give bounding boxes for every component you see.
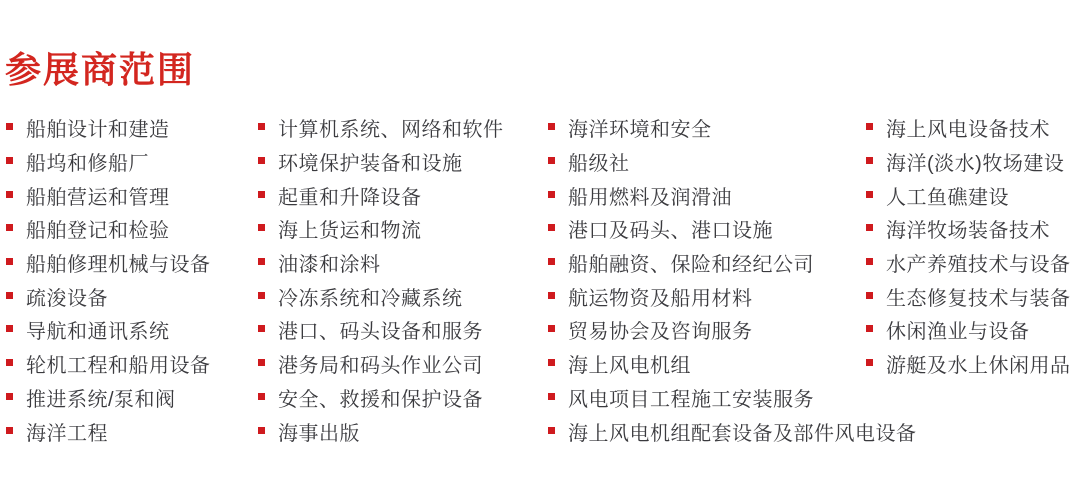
bullet-square-icon [866, 157, 873, 164]
bullet-square-icon [258, 258, 265, 265]
list-item [866, 279, 1080, 313]
bullet-square-icon [258, 224, 265, 231]
list-item-label: 海洋牧场装备技术 [886, 220, 1050, 243]
bullet-square-icon [6, 359, 13, 366]
list-item [866, 178, 1080, 212]
bullet-square-icon [548, 359, 555, 366]
bullet-square-icon [6, 224, 13, 231]
list-item-label: 海事出版 [278, 422, 360, 445]
bullet-square-icon [866, 191, 873, 198]
bullet-square-icon [548, 325, 555, 332]
list-item [866, 313, 1080, 347]
list-item-label: 贸易协会及咨询服务 [568, 321, 753, 344]
bullet-square-icon [258, 393, 265, 400]
list-item-label: 风电项目工程施工安装服务 [568, 388, 814, 411]
list-item-label: 海上风电机组配套设备及部件风电设备 [568, 422, 917, 445]
bullet-square-icon [258, 325, 265, 332]
bullet-square-icon [866, 123, 873, 130]
bullet-square-icon [548, 393, 555, 400]
bullet-square-icon [548, 427, 555, 434]
list-item-label: 船舶修理机械与设备 [26, 254, 211, 277]
list-item [6, 145, 256, 179]
bullet-square-icon [548, 157, 555, 164]
exhibitor-column-4 [866, 111, 1080, 381]
list-item-label: 导航和通讯系统 [26, 321, 170, 344]
list-item [258, 313, 546, 347]
list-item-label: 推进系统/泵和阀 [26, 388, 176, 411]
bullet-square-icon [6, 292, 13, 299]
list-item-label: 安全、救援和保护设备 [278, 388, 483, 411]
bullet-square-icon [258, 123, 265, 130]
list-item-label: 疏浚设备 [26, 287, 108, 310]
list-item [6, 111, 256, 145]
list-item-label: 船用燃料及润滑油 [568, 186, 732, 209]
bullet-square-icon [258, 292, 265, 299]
list-item-label: 海上货运和物流 [278, 220, 422, 243]
list-item [258, 381, 546, 415]
bullet-square-icon [6, 123, 13, 130]
list-item-label: 船舶设计和建造 [26, 119, 170, 142]
bullet-square-icon [866, 224, 873, 231]
list-item-label: 起重和升降设备 [278, 186, 422, 209]
list-item-label: 港务局和码头作业公司 [278, 355, 483, 378]
list-item-label: 计算机系统、网络和软件 [278, 119, 504, 142]
list-item [258, 145, 546, 179]
list-item-label: 航运物资及船用材料 [568, 287, 753, 310]
list-item [258, 111, 546, 145]
bullet-square-icon [6, 157, 13, 164]
list-item-label: 船舶登记和检验 [26, 220, 170, 243]
bullet-square-icon [6, 325, 13, 332]
bullet-square-icon [6, 191, 13, 198]
list-item-label: 水产养殖技术与设备 [886, 254, 1071, 277]
bullet-square-icon [548, 123, 555, 130]
list-item [258, 347, 546, 381]
list-item [6, 381, 256, 415]
list-item [866, 246, 1080, 280]
bullet-square-icon [866, 359, 873, 366]
list-item [866, 145, 1080, 179]
bullet-square-icon [6, 393, 13, 400]
list-item-label: 船舶营运和管理 [26, 186, 170, 209]
list-item-label: 油漆和涂料 [278, 254, 381, 277]
bullet-square-icon [258, 359, 265, 366]
list-item-label: 轮机工程和船用设备 [26, 355, 211, 378]
list-item-label: 生态修复技术与装备 [886, 287, 1071, 310]
list-item [6, 178, 256, 212]
list-item-label: 海洋(淡水)牧场建设 [886, 153, 1065, 176]
list-item [258, 279, 546, 313]
list-item [258, 246, 546, 280]
list-item-label: 环境保护装备和设施 [278, 153, 463, 176]
list-item [866, 111, 1080, 145]
list-item [258, 414, 546, 448]
bullet-square-icon [548, 258, 555, 265]
bullet-square-icon [258, 191, 265, 198]
bullet-square-icon [548, 224, 555, 231]
list-item-label: 船舶融资、保险和经纪公司 [568, 254, 814, 277]
list-item-label: 船级社 [568, 153, 630, 176]
list-item-label: 海洋工程 [26, 422, 108, 445]
list-item [866, 347, 1080, 381]
list-item [6, 414, 256, 448]
list-item-label: 海洋环境和安全 [568, 119, 712, 142]
bullet-square-icon [548, 191, 555, 198]
list-item-label: 船坞和修船厂 [26, 153, 149, 176]
list-item [6, 279, 256, 313]
bullet-square-icon [258, 157, 265, 164]
bullet-square-icon [258, 427, 265, 434]
list-item-label: 海上风电机组 [568, 355, 691, 378]
list-item-label: 人工鱼礁建设 [886, 186, 1009, 209]
page-title: 参展商范围 [5, 49, 196, 90]
list-item-label: 港口、码头设备和服务 [278, 321, 483, 344]
list-item [548, 414, 948, 448]
list-item-label: 休闲渔业与设备 [886, 321, 1030, 344]
exhibitor-column-2 [258, 111, 546, 448]
list-item-label: 冷冻系统和冷藏系统 [278, 287, 463, 310]
list-item [866, 212, 1080, 246]
list-item [6, 212, 256, 246]
bullet-square-icon [866, 258, 873, 265]
list-item [258, 178, 546, 212]
list-item-label: 海上风电设备技术 [886, 119, 1050, 142]
list-item [6, 313, 256, 347]
list-item [6, 246, 256, 280]
list-item-label: 港口及码头、港口设施 [568, 220, 773, 243]
bullet-square-icon [548, 292, 555, 299]
exhibitor-column-1 [6, 111, 256, 448]
list-item [258, 212, 546, 246]
list-item [6, 347, 256, 381]
list-item-label: 游艇及水上休闲用品 [886, 355, 1071, 378]
list-item [548, 381, 948, 415]
bullet-square-icon [6, 258, 13, 265]
bullet-square-icon [866, 292, 873, 299]
bullet-square-icon [866, 325, 873, 332]
bullet-square-icon [6, 427, 13, 434]
